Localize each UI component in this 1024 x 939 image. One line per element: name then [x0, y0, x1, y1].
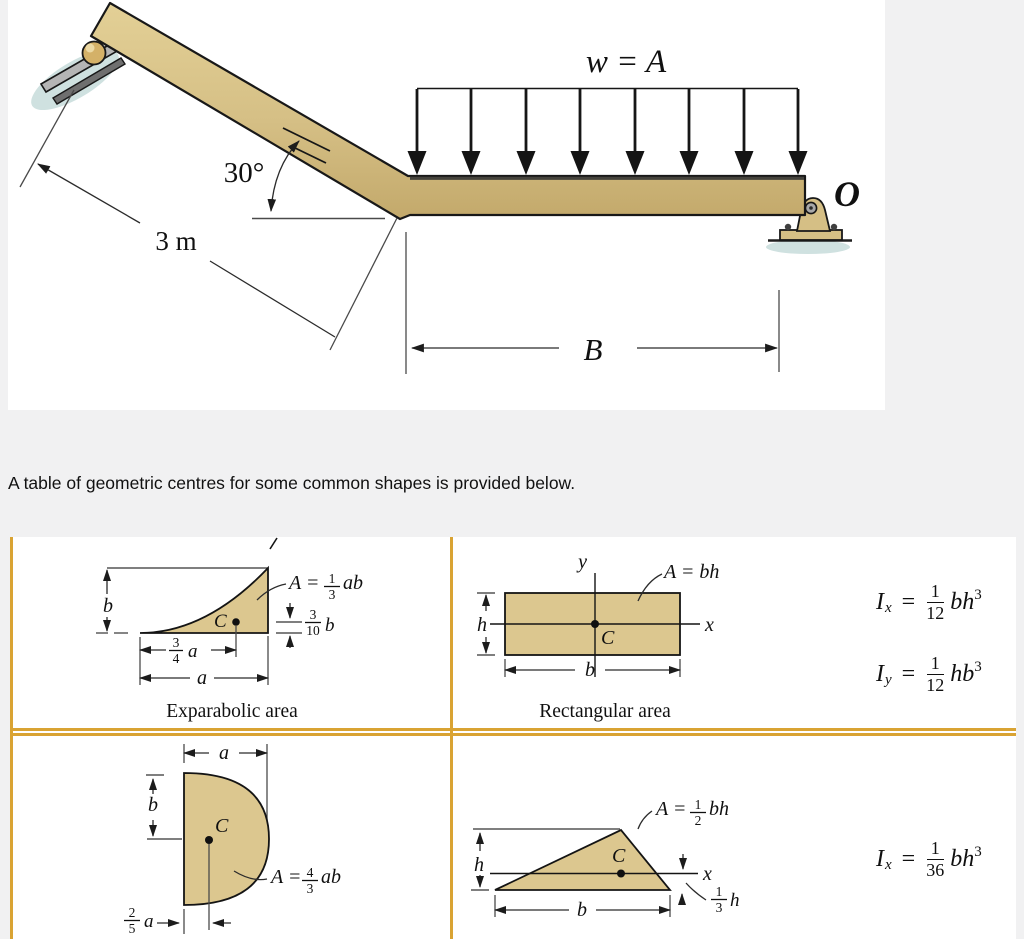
rect-h-label: h: [477, 614, 487, 636]
formula-num: 1: [927, 653, 944, 675]
table-divider-horizontal-2: [10, 733, 1016, 736]
length-dim-line-1: [38, 164, 140, 223]
length-label: 3 m: [155, 226, 197, 256]
rect-area-label: A = bh: [664, 561, 720, 583]
exparabolic-shape: [140, 568, 268, 633]
parabolic-area-den: 3: [306, 881, 314, 896]
note-text: A table of geometric centres for some common shapes is provided below.: [8, 473, 576, 493]
formula-subscript: x: [885, 856, 892, 873]
triangle-h-label: h: [474, 854, 484, 876]
formula-subscript: y: [885, 671, 892, 688]
roller-support: [23, 39, 127, 121]
origin-label: O: [834, 174, 860, 214]
centroid-table: [10, 537, 1016, 939]
formula-ix-triangle: [876, 838, 982, 880]
exparabolic-area-prefix: A =: [289, 572, 320, 594]
exparabolic-centroid-label: C: [214, 611, 227, 632]
triangle-area-suffix: bh: [709, 798, 729, 820]
rect-centroid-label: C: [601, 627, 615, 649]
pin-bolt-right: [831, 224, 837, 230]
parabolic-a-label: a: [219, 742, 229, 764]
pin-bolt-left: [785, 224, 791, 230]
exparabolic-cy-suffix: b: [325, 615, 335, 636]
parabolic-cx-suffix: a: [144, 911, 154, 932]
triangle-shape: [495, 830, 670, 890]
formula-num: 1: [927, 838, 944, 860]
equals-sign: =: [901, 588, 916, 615]
triangle-centroid-label: C: [612, 845, 626, 867]
formula-body: hb: [950, 660, 975, 687]
beam: [91, 3, 805, 219]
formula-subscript: x: [885, 599, 892, 616]
parabolic-shape: [184, 773, 269, 905]
exparabolic-area-num: 1: [328, 571, 336, 586]
parabolic-area-num: 4: [306, 865, 314, 880]
formula-iy-rectangle: [876, 653, 982, 695]
formula-num: 1: [927, 581, 944, 603]
cell-rectangular: [453, 537, 1016, 728]
span-label: B: [583, 332, 603, 367]
formula-exponent: 3: [974, 843, 982, 860]
exparabolic-caption: Exparabolic area: [166, 701, 298, 722]
table-divider-vertical: [450, 537, 453, 939]
pin-center: [809, 206, 813, 210]
triangle-area-den: 2: [694, 813, 702, 828]
parabolic-area-prefix: A =: [271, 866, 302, 888]
rect-y-axis-label: y: [578, 551, 587, 573]
parabolic-centroid-dot: [205, 836, 213, 844]
length-dim-line-2: [210, 261, 335, 337]
formula-den: 12: [926, 674, 945, 695]
formula-ix-rectangle: [876, 581, 982, 623]
cell-triangular: [453, 730, 1016, 939]
statics-figure-panel: [8, 0, 885, 410]
exparabolic-cx-num: 3: [172, 635, 180, 650]
triangle-b-label: b: [577, 899, 587, 921]
parabolic-centroid-label: C: [215, 815, 229, 837]
exparabolic-cx-suffix: a: [188, 641, 198, 662]
exparabolic-cx-den: 4: [172, 651, 180, 666]
distributed-load: [408, 89, 808, 176]
cell-exparabolic: [10, 537, 450, 728]
table-divider-horizontal-1: [10, 728, 1016, 731]
parabolic-b-label: b: [148, 794, 158, 816]
parabolic-cx-num: 2: [128, 905, 136, 920]
equals-sign: =: [901, 845, 916, 872]
exparabolic-a-label: a: [197, 667, 207, 689]
triangle-cy-den: 3: [715, 900, 723, 915]
exparabolic-b-label: b: [103, 595, 113, 617]
triangle-cy-num: 1: [715, 884, 723, 899]
pin-shadow: [766, 240, 850, 254]
cell-parabolic: [10, 730, 450, 939]
rect-x-axis-label: x: [705, 614, 714, 636]
rect-centroid-dot: [591, 620, 599, 628]
formula-symbol: I: [876, 588, 884, 615]
formula-exponent: 3: [974, 586, 982, 603]
roller-ball: [83, 42, 106, 65]
formula-symbol: I: [876, 660, 884, 687]
triangle-centroid-dot: [617, 870, 625, 878]
exparabolic-cy-den: 10: [306, 623, 320, 638]
formula-body: bh: [950, 845, 975, 872]
rect-caption: Rectangular area: [539, 701, 671, 722]
formula-den: 36: [926, 859, 945, 880]
formula-symbol: I: [876, 845, 884, 872]
exparabolic-cy-num: 3: [309, 607, 317, 622]
parabolic-cx-den: 5: [128, 921, 136, 936]
table-border-left: [10, 537, 13, 939]
formula-exponent: 3: [974, 658, 982, 675]
load-label: w = A: [585, 44, 667, 80]
triangle-area-num: 1: [694, 797, 702, 812]
formula-body: bh: [950, 588, 975, 615]
exparabolic-area-den: 3: [328, 587, 336, 602]
triangle-area-prefix: A =: [656, 798, 687, 820]
beam-diagram-svg: [8, 0, 885, 410]
equals-sign: =: [901, 660, 916, 687]
angle-label: 30°: [223, 157, 265, 189]
roller-ball-highlight: [86, 44, 95, 53]
rect-b-label: b: [585, 659, 595, 681]
exparabolic-centroid-dot: [232, 618, 240, 626]
triangle-cy-suffix: h: [730, 890, 740, 911]
parabolic-area-suffix: ab: [321, 866, 341, 888]
formula-den: 12: [926, 602, 945, 623]
bend-ext-line: [330, 218, 397, 350]
exparabolic-area-suffix: ab: [343, 572, 363, 594]
triangle-x-axis-label: x: [703, 863, 712, 885]
